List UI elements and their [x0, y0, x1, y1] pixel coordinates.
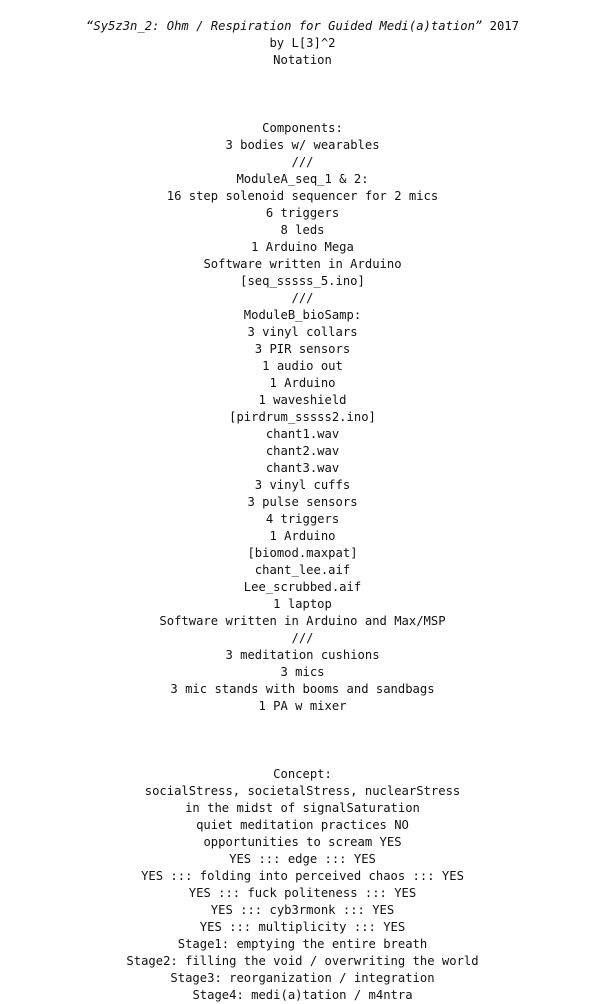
components-line: 1 audio out [262, 359, 343, 373]
components-line: Software written in Arduino [203, 257, 402, 271]
components-line: 3 meditation cushions [225, 648, 380, 662]
components-line: chant1.wav [265, 427, 340, 441]
components-line: [seq_sssss_5.ino] [240, 274, 365, 288]
components-line: 3 vinyl collars [247, 325, 358, 339]
components-line: 16 step solenoid sequencer for 2 mics [166, 189, 439, 203]
concept-line: Stage4: medi(a)tation / m4ntra [192, 988, 413, 1002]
components-line: 3 mic stands with booms and sandbags [170, 682, 435, 696]
concept-heading: Concept: [273, 767, 332, 781]
spacer [0, 715, 605, 766]
components-line: 3 pulse sensors [247, 495, 358, 509]
spacer [0, 69, 605, 120]
components-line: 3 PIR sensors [254, 342, 351, 356]
components-line: Lee_scrubbed.aif [243, 580, 362, 594]
concept-line: in the midst of signalSaturation [185, 801, 420, 815]
components-line: chant2.wav [265, 444, 340, 458]
title-text: “Sy5z3n_2: Ohm / Respiration for Guided Medi(a)tation” [86, 19, 483, 33]
concept-line: Stage2: filling the void / overwriting the world [126, 954, 479, 968]
components-line: 1 Arduino Mega [251, 240, 354, 254]
concept-line: Stage1: emptying the entire breath [177, 937, 428, 951]
concept-line: YES ::: edge ::: YES [229, 852, 376, 866]
components-line: chant_lee.aif [254, 563, 351, 577]
components-line: 1 Arduino [269, 529, 336, 543]
notation-document [0, 18, 605, 1004]
components-line: 8 leds [280, 223, 325, 237]
components-list [0, 137, 605, 715]
components-heading: Components: [262, 121, 343, 135]
components-line: [biomod.maxpat] [247, 546, 358, 560]
components-line: 1 PA w mixer [258, 699, 347, 713]
components-line: [pirdrum_sssss2.ino] [229, 410, 376, 424]
components-line: 1 waveshield [258, 393, 347, 407]
components-line: 3 vinyl cuffs [254, 478, 351, 492]
concept-line: YES ::: fuck politeness ::: YES [188, 886, 417, 900]
components-line: 4 triggers [265, 512, 340, 526]
components-line: 3 mics [280, 665, 325, 679]
components-line: chant3.wav [265, 461, 340, 475]
components-line: 1 laptop [273, 597, 332, 611]
components-line: /// [291, 631, 314, 645]
title-year: 2017 [482, 19, 519, 33]
document-title [0, 18, 605, 35]
components-line: ModuleB_bioSamp: [243, 308, 362, 322]
components-line: /// [291, 155, 314, 169]
components-line: Software written in Arduino and Max/MSP [159, 614, 446, 628]
concept-line: YES ::: multiplicity ::: YES [199, 920, 406, 934]
components-line: /// [291, 291, 314, 305]
concept-line: socialStress, societalStress, nuclearStress [144, 784, 461, 798]
byline: by L[3]^2 [269, 36, 336, 50]
components-line: 1 Arduino [269, 376, 336, 390]
concept-line: YES ::: folding into perceived chaos ::: YES [141, 869, 464, 883]
components-line: ModuleA_seq_1 & 2: [236, 172, 369, 186]
concept-line: quiet meditation practices NO [196, 818, 409, 832]
concept-list [0, 783, 605, 1004]
components-line: 6 triggers [265, 206, 340, 220]
concept-line: Stage3: reorganization / integration [170, 971, 435, 985]
document-subtitle: Notation [273, 53, 332, 67]
concept-line: opportunities to scream YES [203, 835, 402, 849]
concept-line: YES ::: cyb3rmonk ::: YES [210, 903, 395, 917]
components-line: 3 bodies w/ wearables [225, 138, 380, 152]
